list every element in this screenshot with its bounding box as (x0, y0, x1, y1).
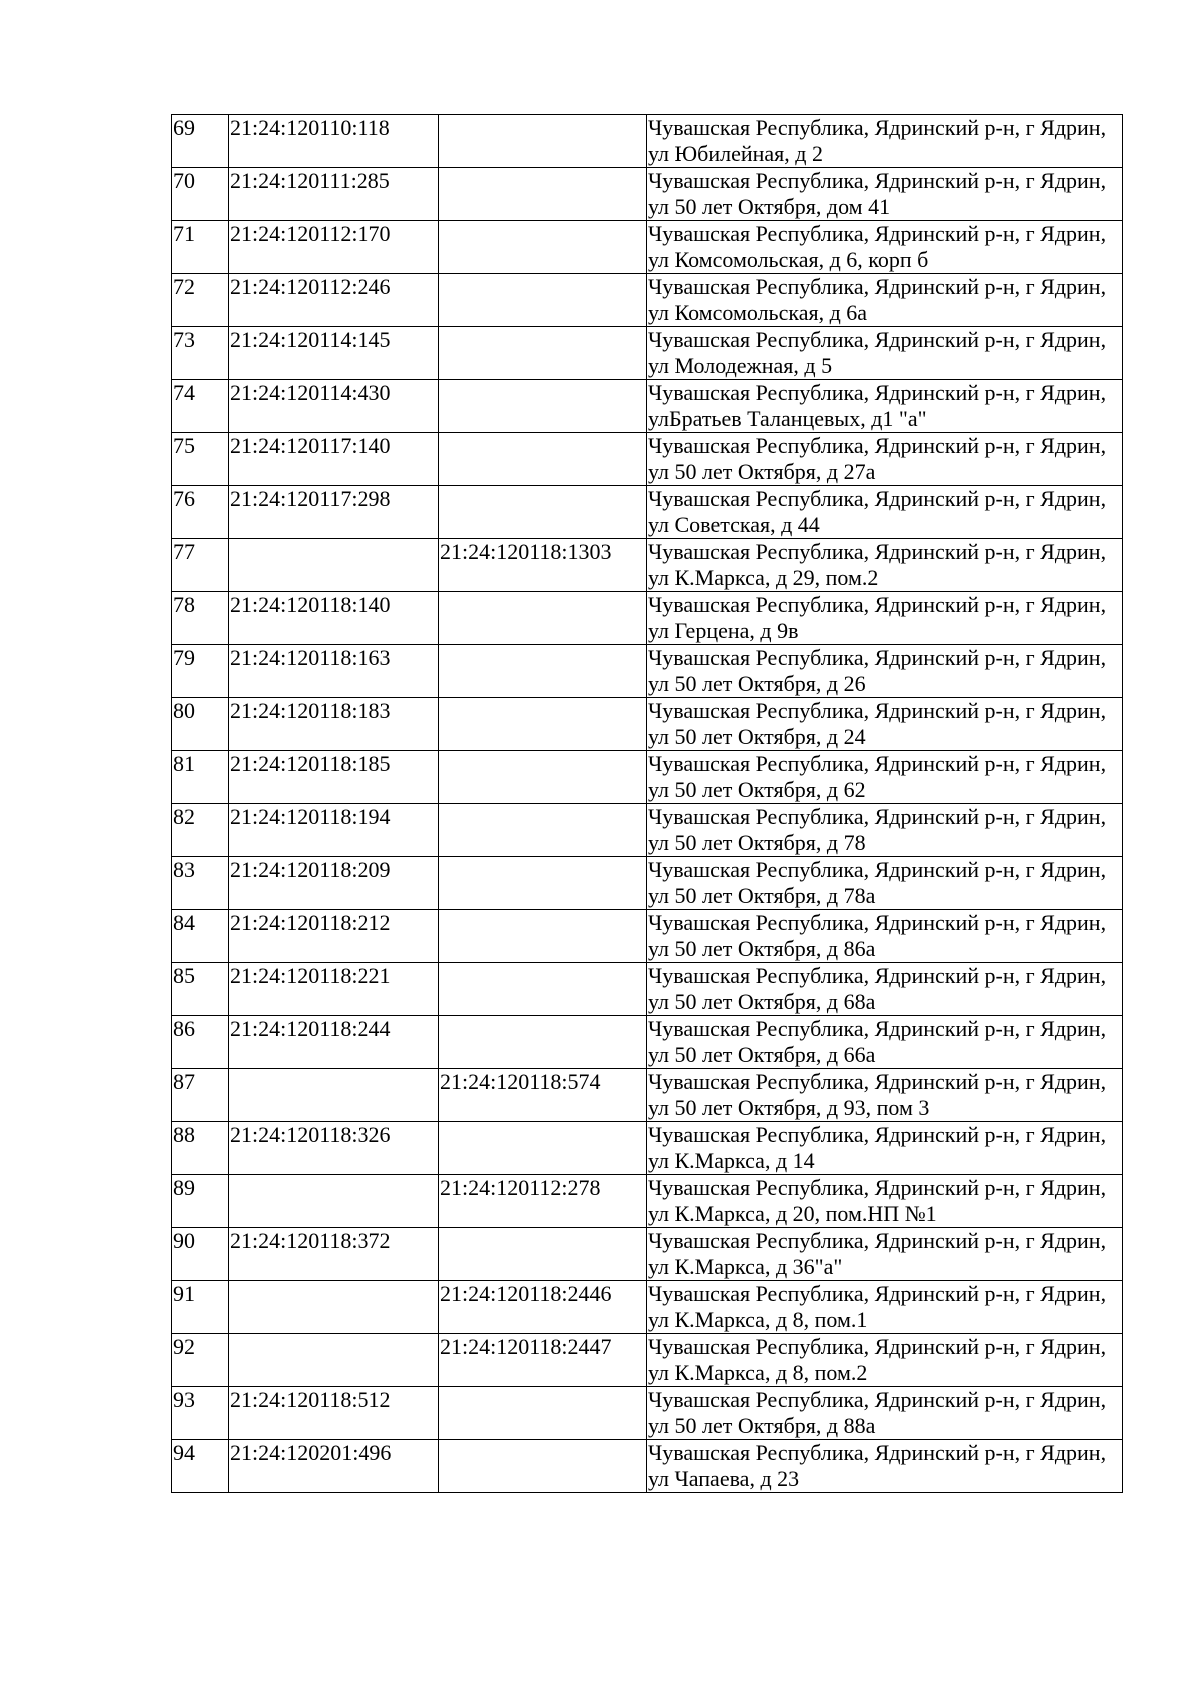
row-number-cell: 90 (172, 1228, 229, 1281)
table-row (172, 910, 1123, 963)
premise-cadastral-number-cell: 21:24:120118:2446 (439, 1281, 647, 1334)
address-cell: Чувашская Республика, Ядринский р-н, г Ядрин, ул К.Маркса, д 36"а" (647, 1228, 1123, 1281)
table-row (172, 1069, 1123, 1122)
land-cadastral-number-cell (229, 1175, 439, 1228)
premise-cadastral-number-cell: 21:24:120118:1303 (439, 539, 647, 592)
address-cell: Чувашская Республика, Ядринский р-н, г Ядрин, ул К.Маркса, д 14 (647, 1122, 1123, 1175)
table-row (172, 645, 1123, 698)
address-cell: Чувашская Республика, Ядринский р-н, г Ядрин, ул Советская, д 44 (647, 486, 1123, 539)
row-number-cell: 72 (172, 274, 229, 327)
premise-cadastral-number-cell (439, 1122, 647, 1175)
table-row (172, 1228, 1123, 1281)
row-number-cell: 74 (172, 380, 229, 433)
address-cell: Чувашская Республика, Ядринский р-н, г Ядрин, ул 50 лет Октября, д 62 (647, 751, 1123, 804)
land-cadastral-number-cell: 21:24:120118:244 (229, 1016, 439, 1069)
land-cadastral-number-cell: 21:24:120111:285 (229, 168, 439, 221)
land-cadastral-number-cell (229, 1069, 439, 1122)
address-cell: Чувашская Республика, Ядринский р-н, г Ядрин, ул 50 лет Октября, д 66а (647, 1016, 1123, 1069)
premise-cadastral-number-cell (439, 645, 647, 698)
land-cadastral-number-cell: 21:24:120118:512 (229, 1387, 439, 1440)
table-row (172, 486, 1123, 539)
premise-cadastral-number-cell (439, 221, 647, 274)
row-number-cell: 86 (172, 1016, 229, 1069)
address-cell: Чувашская Республика, Ядринский р-н, г Ядрин, ул Молодежная, д 5 (647, 327, 1123, 380)
address-cell: Чувашская Республика, Ядринский р-н, г Ядрин, улБратьев Таланцевых, д1 "а" (647, 380, 1123, 433)
row-number-cell: 79 (172, 645, 229, 698)
land-cadastral-number-cell: 21:24:120112:246 (229, 274, 439, 327)
address-cell: Чувашская Республика, Ядринский р-н, г Ядрин, ул 50 лет Октября, дом 41 (647, 168, 1123, 221)
table-row (172, 433, 1123, 486)
row-number-cell: 78 (172, 592, 229, 645)
row-number-cell: 75 (172, 433, 229, 486)
row-number-cell: 85 (172, 963, 229, 1016)
table-row (172, 804, 1123, 857)
premise-cadastral-number-cell (439, 1440, 647, 1493)
address-cell: Чувашская Республика, Ядринский р-н, г Ядрин, ул К.Маркса, д 20, пом.НП №1 (647, 1175, 1123, 1228)
table-row (172, 1387, 1123, 1440)
row-number-cell: 71 (172, 221, 229, 274)
row-number-cell: 83 (172, 857, 229, 910)
row-number-cell: 88 (172, 1122, 229, 1175)
premise-cadastral-number-cell (439, 592, 647, 645)
address-cell: Чувашская Республика, Ядринский р-н, г Ядрин, ул К.Маркса, д 29, пом.2 (647, 539, 1123, 592)
premise-cadastral-number-cell (439, 115, 647, 168)
table-row (172, 592, 1123, 645)
premise-cadastral-number-cell (439, 433, 647, 486)
row-number-cell: 91 (172, 1281, 229, 1334)
table-row (172, 115, 1123, 168)
row-number-cell: 92 (172, 1334, 229, 1387)
address-cell: Чувашская Республика, Ядринский р-н, г Ядрин, ул 50 лет Октября, д 78 (647, 804, 1123, 857)
land-cadastral-number-cell: 21:24:120118:183 (229, 698, 439, 751)
address-cell: Чувашская Республика, Ядринский р-н, г Ядрин, ул Комсомольская, д 6а (647, 274, 1123, 327)
row-number-cell: 87 (172, 1069, 229, 1122)
land-cadastral-number-cell: 21:24:120114:430 (229, 380, 439, 433)
address-cell: Чувашская Республика, Ядринский р-н, г Ядрин, ул 50 лет Октября, д 86а (647, 910, 1123, 963)
land-cadastral-number-cell: 21:24:120201:496 (229, 1440, 439, 1493)
premise-cadastral-number-cell: 21:24:120118:574 (439, 1069, 647, 1122)
premise-cadastral-number-cell (439, 1016, 647, 1069)
row-number-cell: 69 (172, 115, 229, 168)
row-number-cell: 84 (172, 910, 229, 963)
premise-cadastral-number-cell (439, 1387, 647, 1440)
row-number-cell: 80 (172, 698, 229, 751)
land-cadastral-number-cell: 21:24:120118:140 (229, 592, 439, 645)
address-cell: Чувашская Республика, Ядринский р-н, г Ядрин, ул Юбилейная, д 2 (647, 115, 1123, 168)
address-cell: Чувашская Республика, Ядринский р-н, г Ядрин, ул 50 лет Октября, д 27а (647, 433, 1123, 486)
row-number-cell: 73 (172, 327, 229, 380)
premise-cadastral-number-cell (439, 486, 647, 539)
address-cell: Чувашская Республика, Ядринский р-н, г Ядрин, ул 50 лет Октября, д 68а (647, 963, 1123, 1016)
land-cadastral-number-cell (229, 539, 439, 592)
row-number-cell: 81 (172, 751, 229, 804)
table-row (172, 857, 1123, 910)
premise-cadastral-number-cell (439, 274, 647, 327)
premise-cadastral-number-cell (439, 857, 647, 910)
premise-cadastral-number-cell: 21:24:120118:2447 (439, 1334, 647, 1387)
land-cadastral-number-cell: 21:24:120117:140 (229, 433, 439, 486)
address-cell: Чувашская Республика, Ядринский р-н, г Ядрин, ул Чапаева, д 23 (647, 1440, 1123, 1493)
table-row (172, 274, 1123, 327)
row-number-cell: 82 (172, 804, 229, 857)
address-cell: Чувашская Республика, Ядринский р-н, г Ядрин, ул 50 лет Октября, д 24 (647, 698, 1123, 751)
table-row (172, 168, 1123, 221)
row-number-cell: 76 (172, 486, 229, 539)
address-cell: Чувашская Республика, Ядринский р-н, г Ядрин, ул Герцена, д 9в (647, 592, 1123, 645)
premise-cadastral-number-cell (439, 751, 647, 804)
address-cell: Чувашская Республика, Ядринский р-н, г Ядрин, ул 50 лет Октября, д 88а (647, 1387, 1123, 1440)
table-row (172, 221, 1123, 274)
land-cadastral-number-cell (229, 1281, 439, 1334)
land-cadastral-number-cell: 21:24:120114:145 (229, 327, 439, 380)
land-cadastral-number-cell: 21:24:120118:326 (229, 1122, 439, 1175)
table-row (172, 539, 1123, 592)
row-number-cell: 93 (172, 1387, 229, 1440)
row-number-cell: 94 (172, 1440, 229, 1493)
land-cadastral-number-cell: 21:24:120118:212 (229, 910, 439, 963)
address-cell: Чувашская Республика, Ядринский р-н, г Ядрин, ул 50 лет Октября, д 26 (647, 645, 1123, 698)
premise-cadastral-number-cell: 21:24:120112:278 (439, 1175, 647, 1228)
land-cadastral-number-cell: 21:24:120118:194 (229, 804, 439, 857)
table-row (172, 963, 1123, 1016)
address-cell: Чувашская Республика, Ядринский р-н, г Ядрин, ул 50 лет Октября, д 93, пом 3 (647, 1069, 1123, 1122)
premise-cadastral-number-cell (439, 1228, 647, 1281)
property-table (171, 114, 1123, 1493)
premise-cadastral-number-cell (439, 168, 647, 221)
land-cadastral-number-cell: 21:24:120110:118 (229, 115, 439, 168)
land-cadastral-number-cell (229, 1334, 439, 1387)
premise-cadastral-number-cell (439, 327, 647, 380)
premise-cadastral-number-cell (439, 910, 647, 963)
land-cadastral-number-cell: 21:24:120117:298 (229, 486, 439, 539)
premise-cadastral-number-cell (439, 963, 647, 1016)
table-row (172, 380, 1123, 433)
address-cell: Чувашская Республика, Ядринский р-н, г Ядрин, ул К.Маркса, д 8, пом.1 (647, 1281, 1123, 1334)
table-row (172, 1334, 1123, 1387)
table-row (172, 327, 1123, 380)
land-cadastral-number-cell: 21:24:120118:163 (229, 645, 439, 698)
land-cadastral-number-cell: 21:24:120118:221 (229, 963, 439, 1016)
row-number-cell: 70 (172, 168, 229, 221)
land-cadastral-number-cell: 21:24:120112:170 (229, 221, 439, 274)
address-cell: Чувашская Республика, Ядринский р-н, г Ядрин, ул 50 лет Октября, д 78а (647, 857, 1123, 910)
land-cadastral-number-cell: 21:24:120118:372 (229, 1228, 439, 1281)
row-number-cell: 77 (172, 539, 229, 592)
table-row (172, 1440, 1123, 1493)
land-cadastral-number-cell: 21:24:120118:209 (229, 857, 439, 910)
table-row (172, 1175, 1123, 1228)
table-row (172, 1281, 1123, 1334)
row-number-cell: 89 (172, 1175, 229, 1228)
address-cell: Чувашская Республика, Ядринский р-н, г Ядрин, ул Комсомольская, д 6, корп б (647, 221, 1123, 274)
premise-cadastral-number-cell (439, 804, 647, 857)
address-cell: Чувашская Республика, Ядринский р-н, г Ядрин, ул К.Маркса, д 8, пом.2 (647, 1334, 1123, 1387)
table-row (172, 1016, 1123, 1069)
table-row (172, 751, 1123, 804)
premise-cadastral-number-cell (439, 380, 647, 433)
table-row (172, 1122, 1123, 1175)
table-row (172, 698, 1123, 751)
land-cadastral-number-cell: 21:24:120118:185 (229, 751, 439, 804)
premise-cadastral-number-cell (439, 698, 647, 751)
